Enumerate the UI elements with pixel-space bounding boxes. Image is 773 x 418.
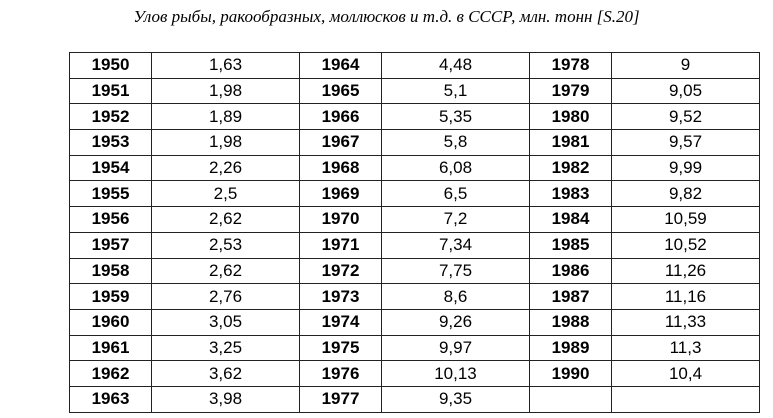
- catch-value-cell: 7,75: [382, 258, 530, 284]
- catch-value-cell: 3,62: [152, 361, 300, 387]
- table-row: [70, 284, 760, 310]
- year-cell: 1977: [300, 386, 382, 412]
- table-row: [70, 361, 760, 387]
- catch-value-cell: 7,2: [382, 207, 530, 233]
- table-row: [70, 207, 760, 233]
- catch-value-cell: 1,89: [152, 104, 300, 130]
- table-row: [70, 78, 760, 104]
- year-cell: 1966: [300, 104, 382, 130]
- catch-value-cell: 5,1: [382, 78, 530, 104]
- catch-value-cell: 4,48: [382, 53, 530, 79]
- catch-value-cell: 5,35: [382, 104, 530, 130]
- catch-value-cell: 1,63: [152, 53, 300, 79]
- catch-value-cell: 2,62: [152, 207, 300, 233]
- catch-value-cell: 11,33: [612, 309, 760, 335]
- year-cell: 1959: [70, 284, 152, 310]
- catch-value-cell: 9,99: [612, 155, 760, 181]
- catch-value-cell: 11,26: [612, 258, 760, 284]
- table-row: [70, 309, 760, 335]
- catch-value-cell: 9,05: [612, 78, 760, 104]
- table-row: [70, 232, 760, 258]
- table-body: [70, 53, 760, 413]
- catch-value-cell: 10,59: [612, 207, 760, 233]
- catch-value-cell: 9,82: [612, 181, 760, 207]
- year-cell: 1975: [300, 335, 382, 361]
- catch-value-cell: 3,98: [152, 386, 300, 412]
- year-cell: 1960: [70, 309, 152, 335]
- catch-value-cell: 11,16: [612, 284, 760, 310]
- table-row: [70, 104, 760, 130]
- year-cell: 1974: [300, 309, 382, 335]
- year-cell: 1982: [530, 155, 612, 181]
- year-cell: 1964: [300, 53, 382, 79]
- table-row: [70, 258, 760, 284]
- year-cell: 1951: [70, 78, 152, 104]
- year-cell: 1958: [70, 258, 152, 284]
- year-cell: 1972: [300, 258, 382, 284]
- year-cell: 1955: [70, 181, 152, 207]
- year-cell: 1968: [300, 155, 382, 181]
- catch-value-cell: 2,26: [152, 155, 300, 181]
- year-cell: 1990: [530, 361, 612, 387]
- year-cell: 1976: [300, 361, 382, 387]
- table-row: [70, 386, 760, 412]
- year-cell: 1984: [530, 207, 612, 233]
- year-cell: 1956: [70, 207, 152, 233]
- catch-value-cell: 9,97: [382, 335, 530, 361]
- year-cell: 1953: [70, 130, 152, 156]
- year-cell: 1967: [300, 130, 382, 156]
- fish-catch-table: [69, 52, 760, 413]
- year-cell: 1950: [70, 53, 152, 79]
- catch-value-cell: 9,57: [612, 130, 760, 156]
- year-cell: 1971: [300, 232, 382, 258]
- catch-value-cell: 10,52: [612, 232, 760, 258]
- catch-value-cell: 10,13: [382, 361, 530, 387]
- year-cell: 1983: [530, 181, 612, 207]
- year-cell: 1970: [300, 207, 382, 233]
- catch-value-cell: [612, 386, 760, 412]
- year-cell: 1987: [530, 284, 612, 310]
- catch-value-cell: 3,05: [152, 309, 300, 335]
- year-cell: 1986: [530, 258, 612, 284]
- year-cell: 1981: [530, 130, 612, 156]
- catch-value-cell: 7,34: [382, 232, 530, 258]
- table-row: [70, 181, 760, 207]
- catch-value-cell: 2,53: [152, 232, 300, 258]
- catch-value-cell: 9,35: [382, 386, 530, 412]
- catch-value-cell: 2,76: [152, 284, 300, 310]
- year-cell: 1965: [300, 78, 382, 104]
- catch-value-cell: 3,25: [152, 335, 300, 361]
- year-cell: 1985: [530, 232, 612, 258]
- year-cell: 1957: [70, 232, 152, 258]
- year-cell: 1979: [530, 78, 612, 104]
- catch-value-cell: 2,5: [152, 181, 300, 207]
- year-cell: [530, 386, 612, 412]
- year-cell: 1969: [300, 181, 382, 207]
- catch-value-cell: 1,98: [152, 130, 300, 156]
- table-row: [70, 335, 760, 361]
- year-cell: 1978: [530, 53, 612, 79]
- catch-value-cell: 11,3: [612, 335, 760, 361]
- table-row: [70, 53, 760, 79]
- catch-value-cell: 6,5: [382, 181, 530, 207]
- year-cell: 1954: [70, 155, 152, 181]
- year-cell: 1961: [70, 335, 152, 361]
- year-cell: 1989: [530, 335, 612, 361]
- year-cell: 1980: [530, 104, 612, 130]
- catch-value-cell: 10,4: [612, 361, 760, 387]
- catch-value-cell: 6,08: [382, 155, 530, 181]
- catch-value-cell: 2,62: [152, 258, 300, 284]
- year-cell: 1962: [70, 361, 152, 387]
- catch-value-cell: 8,6: [382, 284, 530, 310]
- table-row: [70, 155, 760, 181]
- catch-value-cell: 1,98: [152, 78, 300, 104]
- catch-value-cell: 9,26: [382, 309, 530, 335]
- catch-value-cell: 9: [612, 53, 760, 79]
- table-caption: Улов рыбы, ракообразных, моллюсков и т.д. в СССР, млн. тонн [S.20]: [133, 7, 640, 26]
- year-cell: 1973: [300, 284, 382, 310]
- year-cell: 1988: [530, 309, 612, 335]
- catch-value-cell: 9,52: [612, 104, 760, 130]
- year-cell: 1963: [70, 386, 152, 412]
- table-row: [70, 130, 760, 156]
- year-cell: 1952: [70, 104, 152, 130]
- catch-value-cell: 5,8: [382, 130, 530, 156]
